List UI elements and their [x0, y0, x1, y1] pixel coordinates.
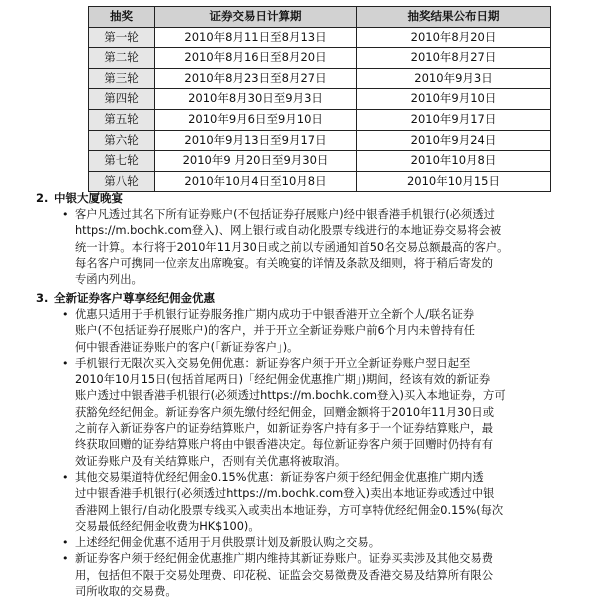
trading-period-cell: 2010年10月4日至10月8日: [155, 171, 357, 192]
section-title: 中银大厦晚宴: [54, 191, 123, 205]
draw-round-cell: 第六轮: [89, 130, 155, 151]
result-date-cell: 2010年9月17日: [357, 109, 551, 130]
table-body: [89, 27, 551, 192]
trading-period-cell: 2010年8月16日至8月20日: [155, 48, 357, 69]
draw-round-cell: 第四轮: [89, 89, 155, 110]
bullet-text-line: 司所收取的交易费。: [75, 585, 177, 599]
bullet-text-line: 香港网上银行/自动化股票专线买入或卖出本地证券，方可享特优经纪佣金0.15%(每次: [75, 503, 504, 517]
result-date-cell: 2010年8月20日: [357, 27, 551, 48]
table-row: [89, 48, 551, 69]
bullet-text-line: 账户透过中银香港手机银行(必须透过https://m.bochk.com登入)买入本地证券，方可: [75, 389, 506, 403]
draw-round-cell: 第二轮: [89, 48, 155, 69]
draw-round-cell: 第一轮: [89, 27, 155, 48]
bullet-dot-icon: •: [62, 536, 69, 550]
bullet-text-line: 统一计算。本行将于2010年11月30日或之前以专函通知首50名交易总额最高的客户。: [75, 240, 509, 254]
trading-period-cell: 2010年8月11日至8月13日: [155, 27, 357, 48]
result-date-cell: 2010年9月3日: [357, 68, 551, 89]
table-row: [89, 171, 551, 192]
section-heading: [36, 191, 123, 206]
trading-period-cell: 2010年9月13日至9月17日: [155, 130, 357, 151]
bullet-text-line: 手机银行无限次买入交易免佣优惠：新证券客户须于开立全新证券账户翌日起至: [75, 356, 471, 370]
bullet-dot-icon: •: [62, 470, 69, 484]
table-row: [89, 109, 551, 130]
table-row: [89, 89, 551, 110]
bullet-text-line: 用，包括但不限于交易处理费、印花税、证监会交易徵费及香港交易及结算所有限公: [75, 568, 493, 582]
bullet-text-line: 每名客户可携同一位亲友出席晚宴。有关晚宴的详情及条款及细则，将于稍后寄发的: [75, 256, 493, 270]
bullet-text-line: 客户凡透过其名下所有证券账户(不包括证券孖展账户)经中银香港手机银行(必须透过: [75, 208, 495, 221]
section-number: 3.: [36, 291, 49, 305]
section-title: 全新证券客户尊享经纪佣金优惠: [54, 291, 215, 305]
bullet-item: [62, 356, 562, 470]
section-number: 2.: [36, 191, 49, 205]
header-trading-period: 证券交易日计算期: [155, 7, 357, 28]
bullet-item: [62, 535, 562, 551]
bullet-text-line: 账户(不包括证券孖展账户)的客户，并于开立全新证券账户前6个月内未曾持有任: [75, 324, 476, 338]
bullet-text-line: https://m.bochk.com登入)、网上银行或自动化股票专线进行的本地证券交易将会被: [75, 224, 502, 238]
bullet-text-line: 优惠只适用于手机银行证券服务推广期内成功于中银香港开立全新个人/联名证券: [75, 308, 475, 321]
draw-round-cell: 第三轮: [89, 68, 155, 89]
bullet-text-line: 终获取回赠的证券结算账户将由中银香港决定。每位新证券客户须于回赠时仍持有有: [75, 438, 493, 452]
bullet-text-line: 新证券客户须于经纪佣金优惠推广期内维持其新证券账户。证券买卖涉及其他交易费: [75, 552, 493, 566]
table-row: [89, 27, 551, 48]
bullet-item: [62, 307, 562, 356]
bullet-text-line: 上述经纪佣金优惠不适用于月供股票计划及新股认购之交易。: [75, 536, 381, 550]
bullet-list: [62, 307, 562, 600]
bullet-text-line: 获豁免经纪佣金。新证券客户须先缴付经纪佣金，回赠金额将于2010年11月30日或: [75, 405, 495, 419]
bullet-text-line: 2010年10月15日(包括首尾两日)「经纪佣金优惠推广期」)期间，经该有效的新证券: [75, 373, 491, 387]
bullet-list: [62, 207, 562, 288]
draw-round-cell: 第五轮: [89, 109, 155, 130]
result-date-cell: 2010年10月15日: [357, 171, 551, 192]
table-header: [89, 7, 551, 28]
table-row: [89, 151, 551, 172]
table-row: [89, 68, 551, 89]
bullet-item: [62, 207, 562, 288]
bullet-item: [62, 551, 562, 600]
bullet-text-line: 何中银香港证券账户的客户(「新证券客户」)。: [75, 340, 299, 354]
bullet-text-line: 交易最低经纪佣金收费为HK$100)。: [75, 519, 260, 533]
result-date-cell: 2010年10月8日: [357, 151, 551, 172]
table-header-row: [89, 7, 551, 28]
draw-schedule-table: [88, 6, 551, 192]
bullet-dot-icon: •: [62, 308, 69, 321]
draw-round-cell: 第七轮: [89, 151, 155, 172]
bullet-text-line: 过中银香港手机银行(必须透过https://m.bochk.com登入)卖出本地证券或透过中银: [75, 487, 495, 501]
bullet-item: [62, 470, 562, 535]
trading-period-cell: 2010年8月23日至8月27日: [155, 68, 357, 89]
bullet-dot-icon: •: [62, 356, 69, 370]
bullet-dot-icon: •: [62, 552, 69, 566]
draw-round-cell: 第八轮: [89, 171, 155, 192]
header-draw: 抽奖: [89, 7, 155, 28]
trading-period-cell: 2010年8月30日至9月3日: [155, 89, 357, 110]
bullet-dot-icon: •: [62, 208, 69, 221]
result-date-cell: 2010年9月24日: [357, 130, 551, 151]
section-heading: [36, 291, 215, 306]
bullet-text-line: 专函内列出。: [75, 273, 143, 287]
trading-period-cell: 2010年9月6日至9月10日: [155, 109, 357, 130]
header-result-date: 抽奖结果公布日期: [357, 7, 551, 28]
trading-period-cell: 2010年9 月20日至9月30日: [155, 151, 357, 172]
result-date-cell: 2010年8月27日: [357, 48, 551, 69]
bullet-text-line: 其他交易渠道特优经纪佣金0.15%优惠：新证券客户须于经纪佣金优惠推广期内透: [75, 470, 484, 484]
bullet-text-line: 效证券账户及有关结算账户，否则有关优惠将被取消。: [75, 454, 347, 468]
bullet-text-line: 之前存入新证券客户的证券结算账户，如新证券客户持有多于一个证券结算账户，最: [75, 422, 493, 436]
result-date-cell: 2010年9月10日: [357, 89, 551, 110]
table-row: [89, 130, 551, 151]
